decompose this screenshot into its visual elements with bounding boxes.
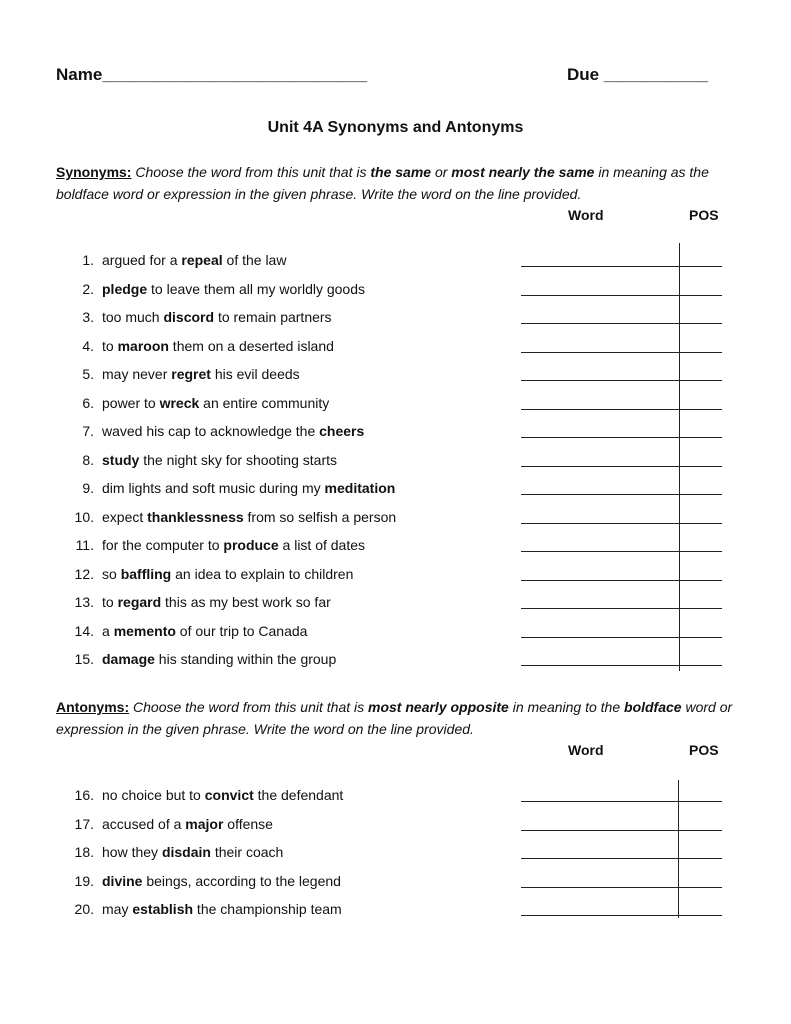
phrase-text: from so selfish a person bbox=[243, 508, 397, 525]
vocab-word: meditation bbox=[324, 480, 396, 496]
phrase-text: offense bbox=[223, 815, 273, 832]
answer-line[interactable] bbox=[521, 523, 722, 524]
item-number: 8. bbox=[82, 451, 94, 468]
phrase-text: his evil deeds bbox=[210, 366, 300, 382]
antonyms-instr-2: in meaning to the bbox=[512, 699, 621, 715]
answer-line[interactable] bbox=[521, 830, 722, 831]
vocab-word: disdain bbox=[161, 844, 211, 860]
item-number: 2. bbox=[82, 280, 94, 297]
vocab-word: discord bbox=[163, 309, 215, 325]
vocab-word: divine bbox=[102, 872, 143, 889]
item-number: 17. bbox=[74, 815, 94, 832]
vocab-word: major bbox=[185, 815, 224, 832]
vocab-word: cheers bbox=[319, 423, 365, 439]
item-number: 4. bbox=[82, 337, 94, 354]
vocab-word: convict bbox=[204, 787, 254, 803]
phrase-text: argued for a bbox=[102, 252, 182, 268]
answer-line[interactable] bbox=[521, 323, 722, 324]
item-phrase bbox=[102, 279, 365, 299]
vocab-word: repeal bbox=[181, 252, 223, 268]
answer-line[interactable] bbox=[521, 295, 722, 296]
phrase-text: a list of dates bbox=[278, 537, 366, 553]
item-number: 11. bbox=[75, 537, 94, 553]
antonyms-instr-1: Choose the word from this unit that is bbox=[133, 699, 365, 715]
item-phrase bbox=[102, 393, 329, 413]
item-phrase bbox=[102, 364, 300, 384]
phrase-text: their coach bbox=[210, 844, 284, 860]
phrase-text: an entire community bbox=[199, 394, 330, 411]
phrase-text: the championship team bbox=[193, 901, 342, 917]
antonyms-col-pos: POS bbox=[689, 742, 719, 758]
answer-line[interactable] bbox=[521, 915, 722, 916]
item-phrase bbox=[102, 649, 336, 669]
synonyms-column-divider bbox=[679, 243, 680, 671]
synonyms-emph-2: most nearly the same bbox=[451, 164, 595, 180]
vocab-word: damage bbox=[102, 651, 155, 667]
phrase-text: may never bbox=[102, 366, 172, 382]
phrase-text: of the law bbox=[222, 252, 287, 268]
answer-line[interactable] bbox=[521, 380, 722, 381]
phrase-text: waved his cap to acknowledge the bbox=[102, 423, 320, 439]
item-phrase bbox=[102, 421, 364, 441]
item-phrase bbox=[102, 871, 341, 891]
synonyms-emph-1: the same bbox=[370, 164, 432, 180]
due-blank: ___________ bbox=[603, 65, 708, 84]
synonyms-instr-3: in meaning as the boldface word or expression in the given phrase. Write the word on the line provided. bbox=[56, 164, 709, 202]
item-number: 7. bbox=[82, 423, 94, 439]
phrase-text: how they bbox=[102, 844, 162, 860]
phrase-text: his standing within the group bbox=[154, 651, 337, 667]
phrase-text: beings, according to the legend bbox=[142, 872, 341, 889]
antonyms-emph-1: most nearly opposite bbox=[368, 699, 509, 715]
phrase-text: to bbox=[102, 337, 118, 354]
page-title: Unit 4A Synonyms and Antonyms bbox=[267, 119, 524, 136]
antonyms-instructions bbox=[56, 696, 746, 740]
vocab-word: memento bbox=[113, 622, 176, 639]
synonyms-col-word: Word bbox=[568, 207, 604, 223]
item-phrase bbox=[102, 842, 283, 862]
due-field[interactable] bbox=[567, 65, 708, 85]
phrase-text: accused of a bbox=[102, 815, 186, 832]
item-number: 18. bbox=[74, 844, 94, 860]
item-phrase bbox=[102, 250, 286, 270]
item-phrase bbox=[102, 564, 353, 584]
synonyms-col-pos: POS bbox=[689, 207, 719, 223]
item-number: 1. bbox=[82, 252, 94, 268]
vocab-word: baffling bbox=[120, 565, 172, 582]
antonyms-emph-2: boldface bbox=[624, 699, 682, 715]
phrase-text: this as my best work so far bbox=[161, 594, 331, 610]
item-number: 16. bbox=[74, 787, 94, 803]
answer-line[interactable] bbox=[521, 665, 722, 666]
vocab-word: pledge bbox=[102, 280, 148, 297]
answer-line[interactable] bbox=[521, 887, 722, 888]
item-number: 13. bbox=[74, 594, 94, 610]
phrase-text: the defendant bbox=[253, 787, 344, 803]
answer-line[interactable] bbox=[521, 466, 722, 467]
phrase-text: to remain partners bbox=[214, 309, 332, 325]
answer-line[interactable] bbox=[521, 437, 722, 438]
phrase-text: a bbox=[102, 622, 114, 639]
item-phrase bbox=[102, 336, 334, 356]
answer-line[interactable] bbox=[521, 551, 722, 552]
phrase-text: no choice but to bbox=[102, 787, 205, 803]
vocab-word: produce bbox=[223, 537, 279, 553]
vocab-word: thanklessness bbox=[147, 508, 244, 525]
vocab-word: maroon bbox=[117, 337, 169, 354]
answer-line[interactable] bbox=[521, 801, 722, 802]
item-number: 20. bbox=[74, 901, 94, 917]
name-blank: ____________________________ bbox=[102, 65, 368, 84]
answer-line[interactable] bbox=[521, 352, 722, 353]
vocab-word: regret bbox=[171, 366, 211, 382]
phrase-text: so bbox=[102, 565, 121, 582]
item-phrase bbox=[102, 307, 332, 327]
answer-line[interactable] bbox=[521, 580, 722, 581]
item-phrase bbox=[102, 899, 342, 919]
answer-line[interactable] bbox=[521, 494, 722, 495]
antonyms-col-word: Word bbox=[568, 742, 604, 758]
phrase-text: dim lights and soft music during my bbox=[102, 480, 325, 496]
phrase-text: the night sky for shooting starts bbox=[139, 451, 337, 468]
phrase-text: too much bbox=[102, 309, 164, 325]
phrase-text: them on a deserted island bbox=[168, 337, 334, 354]
phrase-text: power to bbox=[102, 394, 160, 411]
synonyms-instr-1: Choose the word from this unit that is bbox=[135, 164, 367, 180]
answer-line[interactable] bbox=[521, 637, 722, 638]
vocab-word: wreck bbox=[159, 394, 200, 411]
antonyms-instr-3: word or expression in the given phrase. Write the word on the line provided. bbox=[56, 699, 733, 737]
phrase-text: for the computer to bbox=[102, 537, 224, 553]
answer-line[interactable] bbox=[521, 409, 722, 410]
due-label: Due bbox=[567, 65, 600, 84]
synonyms-instructions bbox=[56, 161, 746, 205]
answer-line[interactable] bbox=[521, 266, 722, 267]
item-phrase bbox=[102, 507, 396, 527]
phrase-text: to leave them all my worldly goods bbox=[147, 280, 365, 297]
item-number: 12. bbox=[74, 565, 94, 582]
vocab-word: study bbox=[102, 451, 140, 468]
item-number: 6. bbox=[82, 394, 94, 411]
phrase-text: may bbox=[102, 901, 133, 917]
item-phrase bbox=[102, 621, 307, 641]
item-number: 15. bbox=[74, 651, 94, 667]
phrase-text: an idea to explain to children bbox=[171, 565, 354, 582]
answer-line[interactable] bbox=[521, 608, 722, 609]
antonyms-label: Antonyms: bbox=[56, 699, 130, 715]
synonyms-instr-2: or bbox=[434, 164, 448, 180]
item-number: 5. bbox=[82, 366, 94, 382]
phrase-text: of our trip to Canada bbox=[175, 622, 308, 639]
item-phrase bbox=[102, 535, 365, 555]
vocab-word: establish bbox=[132, 901, 194, 917]
name-label: Name bbox=[56, 65, 103, 84]
item-phrase bbox=[102, 592, 331, 612]
name-field[interactable] bbox=[56, 65, 367, 85]
answer-line[interactable] bbox=[521, 858, 722, 859]
item-phrase bbox=[102, 814, 273, 834]
item-number: 10. bbox=[74, 508, 94, 525]
item-number: 3. bbox=[82, 309, 94, 325]
synonyms-label: Synonyms: bbox=[56, 164, 132, 180]
item-phrase bbox=[102, 478, 395, 498]
item-phrase bbox=[102, 785, 343, 805]
item-number: 14. bbox=[74, 622, 94, 639]
item-number: 19. bbox=[74, 872, 94, 889]
item-number: 9. bbox=[82, 480, 94, 496]
vocab-word: regard bbox=[117, 594, 162, 610]
phrase-text: expect bbox=[102, 508, 148, 525]
phrase-text: to bbox=[102, 594, 118, 610]
item-phrase bbox=[102, 450, 337, 470]
